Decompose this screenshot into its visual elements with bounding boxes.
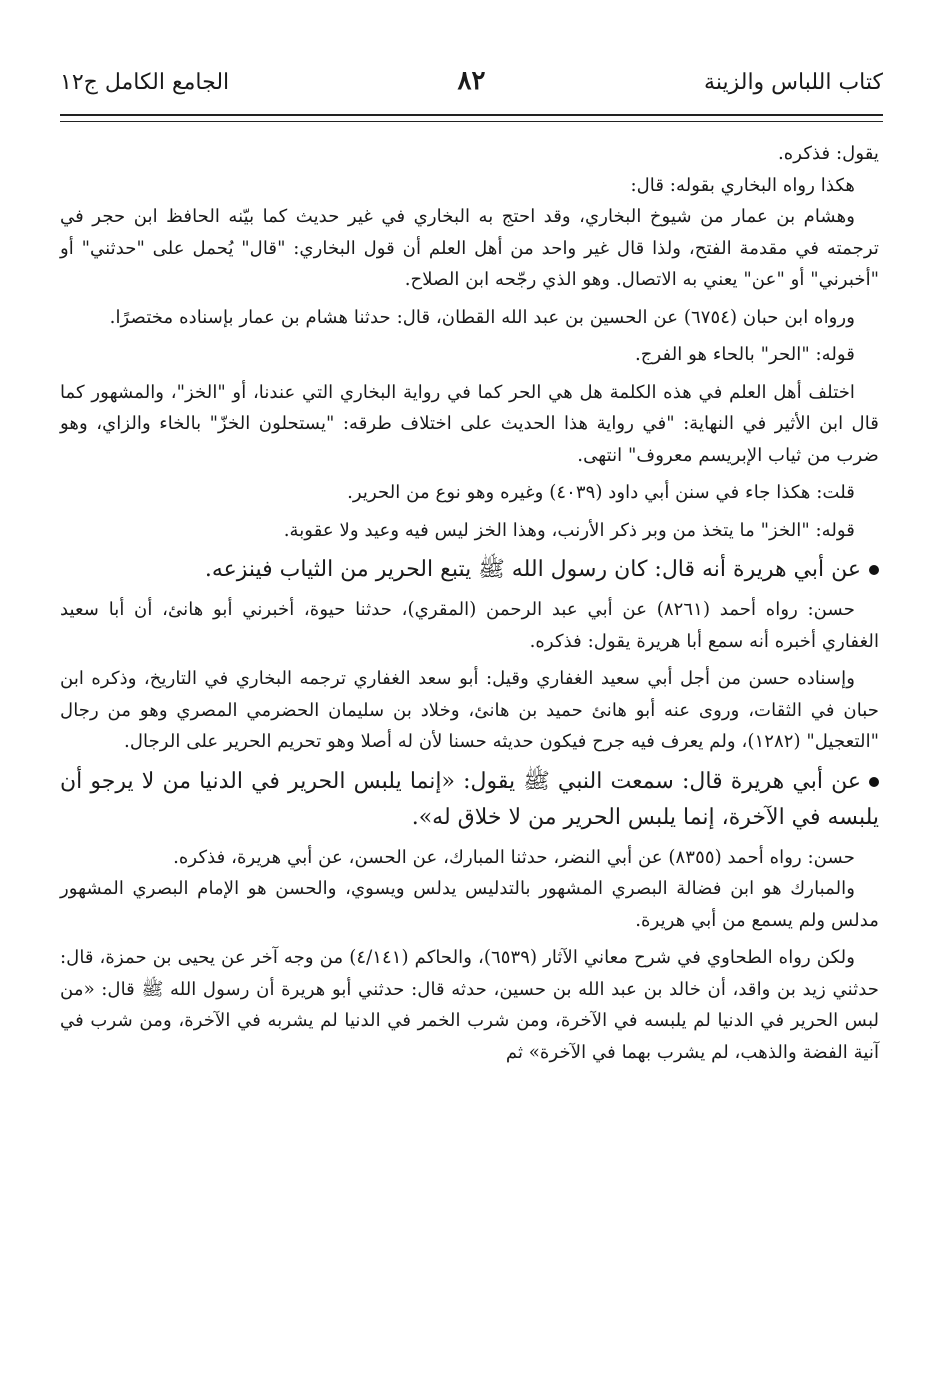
- text-paragraph: [60, 201, 879, 296]
- paragraph-text: حسن: رواه أحمد (٨٢٦١) عن أبي عبد الرحمن (المقري)، حدثنا حيوة، أخبرني أبو هانئ، أن أبا سعيد الغفاري أخبره أنه سمع أبا هريرة يقول: فذكره.: [60, 599, 879, 652]
- paragraph-text: اختلف أهل العلم في هذه الكلمة هل هي الحر كما في رواية البخاري التي عندنا، أو "الخز"، والمشهور كما قال ابن الأثير في النهاية: "في رواية هذا الحديث على اختلاف طرقه: "يستحلون الخزّ" بالخاء والزاي، وهو ضرب من ثياب الإبريسم معروف" انتهى.: [60, 381, 879, 466]
- paragraph-text: والمبارك هو ابن فضالة البصري المشهور بالتدليس يدلس ويسوي، والحسن هو الإمام البصري المشهور مدلس ولم يسمع من أبي هريرة.: [60, 878, 879, 931]
- text-paragraph: [60, 170, 879, 202]
- header-rule-thin: [60, 121, 883, 122]
- paragraph-text: وإسناده حسن من أجل أبي سعيد الغفاري وقيل: أبو سعد الغفاري ترجمه البخاري في التاريخ، وذكره ابن حبان في الثقات، وروى عنه أبو هانئ حميد بن هانئ، وخلاد بن سليمان الحضرمي المصري وهو من رجال "التعجيل" (١٢٨٢)، ولم يعرف فيه جرح فيكون حديثه حسنا لأن له أصلا وهو تحريم الحرير على الرجال.: [60, 668, 880, 752]
- paragraph-text: ورواه ابن حبان (٦٧٥٤) عن الحسين بن عبد الله القطان، قال: حدثنا هشام بن عمار بإسناده مختصرًا.: [109, 306, 855, 328]
- paragraph-text: عن أبي هريرة أنه قال: كان رسول الله ﷺ يتبع الحرير من الثياب فينزعه.: [204, 557, 861, 582]
- bullet-icon: [869, 565, 879, 575]
- text-paragraph: [60, 515, 879, 547]
- paragraph-text: حسن: رواه أحمد (٨٣٥٥) عن أبي النضر، حدثنا المبارك، عن الحسن، عن أبي هريرة، فذكره.: [173, 846, 855, 868]
- text-paragraph: [60, 663, 879, 758]
- text-paragraph: [60, 302, 879, 334]
- book-section-title: كتاب اللباس والزينة: [704, 70, 883, 95]
- text-paragraph: [60, 377, 879, 472]
- text-paragraph: [60, 873, 879, 936]
- page-header: [60, 62, 883, 102]
- hadith-paragraph: [60, 764, 879, 836]
- text-paragraph: [60, 339, 879, 371]
- paragraph-text: قوله: "الحر" بالحاء هو الفرج.: [634, 344, 855, 365]
- header-rule-thick: [60, 114, 883, 116]
- paragraph-text: وهشام بن عمار من شيوخ البخاري، وقد احتج به البخاري في غير حديث كما بيّنه الحافظ ابن حجر في ترجمته في مقدمة الفتح، ولذا قال غير واحد من أهل العلم أن قول البخاري: "قال" يُحمل على "حدثني" أو "أخبرني" أو "عن" يعني به الاتصال. وهو الذي رجّحه ابن الصلاح.: [60, 206, 879, 290]
- book-volume-title: الجامع الكامل ج١٢: [60, 70, 230, 95]
- text-paragraph: [60, 942, 879, 1068]
- paragraph-text: عن أبي هريرة قال: سمعت النبي ﷺ يقول: «إنما يلبس الحرير في الدنيا من لا يرجو أن يلبسه في الآخرة، إنما يلبس الحرير من لا خلاق له».: [60, 768, 879, 830]
- paragraph-text: قوله: "الخز" ما يتخذ من وبر ذكر الأرنب، وهذا الخز ليس فيه وعيد ولا عقوبة.: [283, 519, 855, 541]
- page-number: ٨٢: [457, 66, 486, 96]
- bullet-icon: [869, 777, 879, 787]
- paragraph-text: هكذا رواه البخاري بقوله: قال:: [630, 174, 855, 196]
- page-body: [60, 138, 879, 1068]
- paragraph-text: يقول: فذكره.: [777, 143, 879, 164]
- text-paragraph: [60, 138, 879, 170]
- text-paragraph: [60, 477, 879, 509]
- paragraph-text: ولكن رواه الطحاوي في شرح معاني الآثار (٦٥٣٩)، والحاكم (٤/١٤١) من وجه آخر عن يحيى بن حمزة، قال: حدثني زيد بن واقد، أن خالد بن عبد الله بن حسين، حدثه قال: حدثني أبو هريرة أن رسول الله ﷺ قال: «من لبس الحرير في الدنيا لم يلبسه في الآخرة، ومن شرب الخمر في الدنيا لم يشربه في الآخرة، ومن شرب في آنية الفضة والذهب، لم يشرب بهما في الآخرة» ثم: [60, 947, 879, 1063]
- paragraph-text: قلت: هكذا جاء في سنن أبي داود (٤٠٣٩) وغيره وهو نوع من الحرير.: [347, 482, 855, 503]
- hadith-paragraph: [60, 552, 879, 588]
- text-paragraph: [60, 594, 879, 657]
- text-paragraph: [60, 842, 879, 874]
